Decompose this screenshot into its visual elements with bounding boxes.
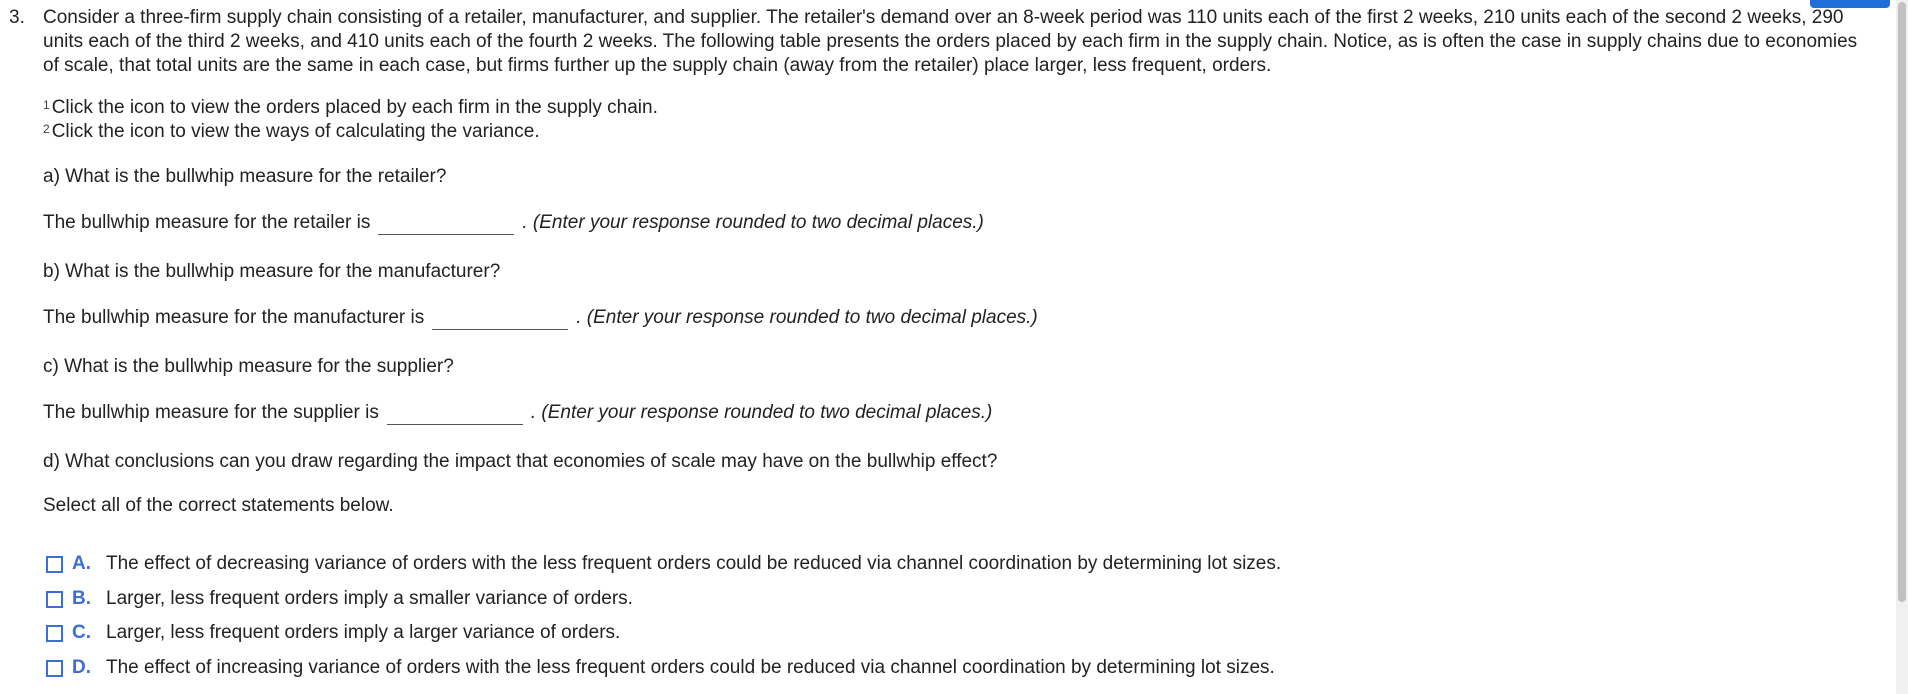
part-c-prompt: The bullwhip measure for the supplier is xyxy=(43,402,379,423)
part-b-answer-row xyxy=(43,306,1038,330)
footnote-marker: 2 xyxy=(43,122,50,136)
option-letter: B. xyxy=(72,588,91,609)
part-c-answer-row xyxy=(43,401,992,425)
part-c-hint: . (Enter your response rounded to two decimal places.) xyxy=(530,402,993,423)
scrollbar-thumb[interactable] xyxy=(1898,2,1906,602)
option-c[interactable] xyxy=(46,621,620,645)
footnote-text: Click the icon to view the orders placed by each firm in the supply chain. xyxy=(51,97,658,118)
part-b-prompt: The bullwhip measure for the manufacturer is xyxy=(43,307,425,328)
option-letter: A. xyxy=(72,553,91,574)
option-text: The effect of decreasing variance of orders with the less frequent orders could be reduced via channel coordination by determining lot sizes. xyxy=(106,553,1282,574)
part-a-prompt: The bullwhip measure for the retailer is xyxy=(43,212,371,233)
footnote-1[interactable] xyxy=(43,96,658,120)
part-a-answer-input[interactable] xyxy=(378,214,514,235)
part-c-answer-input[interactable] xyxy=(387,404,523,425)
option-letter: C. xyxy=(72,622,91,643)
footnotes xyxy=(43,96,658,144)
option-text: Larger, less frequent orders imply a larger variance of orders. xyxy=(106,622,621,643)
checkbox-icon[interactable] xyxy=(46,556,63,573)
option-d[interactable] xyxy=(46,656,1275,680)
checkbox-icon[interactable] xyxy=(46,625,63,642)
part-c-question: c) What is the bullwhip measure for the supplier? xyxy=(43,356,454,377)
part-a-question: a) What is the bullwhip measure for the retailer? xyxy=(43,166,447,187)
part-b-answer-input[interactable] xyxy=(432,309,568,330)
part-b-question: b) What is the bullwhip measure for the manufacturer? xyxy=(43,261,501,282)
part-b-hint: . (Enter your response rounded to two decimal places.) xyxy=(576,307,1038,328)
footnote-marker: 1 xyxy=(43,98,50,112)
footnote-text: Click the icon to view the ways of calculating the variance. xyxy=(51,121,540,142)
checkbox-icon[interactable] xyxy=(46,591,63,608)
option-text: Larger, less frequent orders imply a smaller variance of orders. xyxy=(106,588,633,609)
option-b[interactable] xyxy=(46,587,633,611)
scrollbar[interactable] xyxy=(1896,0,1908,694)
question-intro: Consider a three-firm supply chain consisting of a retailer, manufacturer, and supplier. The retailer's demand over an 8-week period was 110 units each of the first 2 weeks, 210 units each of the second 2 weeks, 290 units each of the third 2 weeks, and 410 units each of the fourth 2 weeks. The following table presents the orders placed by each firm in the supply chain. Notice, as is often the case in supply chains due to economies of scale, that total units are the same in each case, but firms further up the supply chain (away from the retailer) place larger, less frequent, orders. xyxy=(43,7,1858,76)
part-a-answer-row xyxy=(43,211,984,235)
checkbox-icon[interactable] xyxy=(46,660,63,677)
option-letter: D. xyxy=(72,657,91,678)
part-a-hint: . (Enter your response rounded to two decimal places.) xyxy=(522,212,984,233)
question-number: 3. xyxy=(9,7,25,28)
option-text: The effect of increasing variance of orders with the less frequent orders could be reduced via channel coordination by determining lot sizes. xyxy=(106,657,1275,678)
footnote-2[interactable] xyxy=(43,120,658,144)
option-a[interactable] xyxy=(46,552,1281,576)
part-d-question: d) What conclusions can you draw regarding the impact that economies of scale may have on the bullwhip effect? xyxy=(43,451,998,472)
part-d-instruction: Select all of the correct statements below. xyxy=(43,495,394,516)
